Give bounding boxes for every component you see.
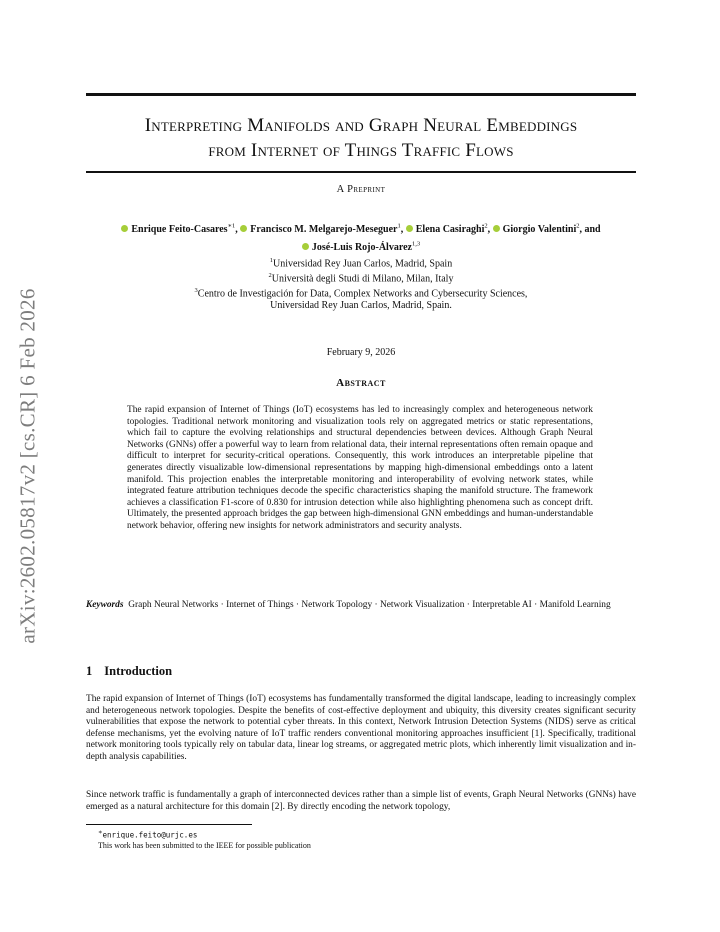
author-affiliation-mark: 1: [397, 223, 401, 230]
author: [406, 224, 493, 235]
paper-title-line-1: Interpreting Manifolds and Graph Neural Embeddings: [144, 115, 578, 136]
author-name: Francisco M. Melgarejo-Meseguer: [250, 224, 398, 236]
arxiv-identifier-stamp: [6, 266, 50, 666]
author-name: Giorgio Valentini: [502, 224, 577, 236]
orcid-icon[interactable]: [493, 225, 500, 232]
body-paragraph: Since network traffic is fundamentally a graph of interconnected devices rather than a simple list of events, Graph Neural Networks (GNNs) have emerged as a natural architecture for this domain [2]. By directly encoding the network topology,: [86, 790, 636, 812]
author: [121, 224, 240, 235]
author-name: Elena Casiraghi: [415, 224, 485, 236]
author-separator: , and: [579, 224, 601, 236]
footnote-mark: ∗: [98, 829, 103, 836]
author-affiliation-mark: 2: [484, 223, 488, 230]
section-title: Introduction: [104, 664, 173, 678]
orcid-icon[interactable]: [121, 225, 128, 232]
affiliation: [86, 285, 636, 300]
footnote-note: This work has been submitted to the IEEE for possible publication: [98, 840, 311, 850]
section-heading: [86, 664, 172, 679]
footnote-rule: [86, 824, 252, 825]
affiliation-mark: 2: [268, 271, 272, 279]
affiliation: [86, 300, 636, 312]
arxiv-identifier-text: arXiv:2602.05817v2 [cs.CR] 6 Feb 2026: [15, 288, 40, 644]
affiliation: [86, 255, 636, 270]
keywords-label: Keywords: [86, 600, 124, 610]
affiliation-text: Centro de Investigación for Data, Complex Networks and Cybersecurity Sciences,: [197, 288, 528, 300]
preprint-label: A Preprint: [336, 184, 386, 195]
author-separator: ,: [400, 224, 406, 236]
author-list: [80, 220, 642, 255]
paper-title-line-2: from Internet of Things Traffic Flows: [208, 140, 514, 161]
affiliation-mark: 1: [269, 257, 274, 264]
affiliation: [86, 270, 636, 285]
affiliation-mark: 3: [194, 286, 198, 294]
author-name: José-Luis Rojo-Álvarez: [311, 241, 412, 253]
author: [302, 242, 420, 253]
author-separator: ,: [235, 224, 241, 236]
title-top-rule: [86, 93, 636, 96]
author-affiliation-mark: 1,3: [411, 240, 421, 248]
abstract-heading: Abstract: [336, 377, 386, 389]
affiliation-text: Universidad Rey Juan Carlos, Madrid, Spain: [273, 258, 453, 270]
affiliation-text: Università degli Studi di Milano, Milan, Italy: [271, 273, 454, 285]
footnote: [98, 828, 311, 851]
paper-title: [86, 113, 636, 163]
title-bottom-rule: [86, 171, 636, 173]
orcid-icon[interactable]: [406, 225, 413, 232]
author-affiliation-mark: ∗1: [227, 223, 236, 230]
keywords: [86, 599, 636, 611]
keywords-text: Graph Neural Networks · Internet of Things · Network Topology · Network Visualization · Interpretable AI · Manifold Learning: [128, 600, 611, 610]
footnote-email[interactable]: enrique.feito@urjc.es: [102, 830, 198, 840]
abstract-body: The rapid expansion of Internet of Things (IoT) ecosystems has led to increasingly complex and heterogeneous network topologies. Traditional network monitoring and visualization tools rely on aggregated metrics or static representations, which fail to capture the evolving relationships and structural dependencies between devices. Although Graph Neural Networks (GNNs) offer a powerful way to learn from relational data, their internal representations often remain opaque and difficult to interpret for security-critical operations. Consequently, this work introduces an interpretable pipeline that generates directly visualizable low-dimensional representations by mapping high-dimensional embeddings onto a latent manifold. This projection enables the interpretable monitoring and interoperability of evolving network states, while integrated feature attribution techniques decode the specific characteristics shaping the manifold structure. The framework achieves a classification F1-score of 0.830 for intrusion detection while also highlighting phenomena such as concept drift. Ultimately, the presented approach bridges the gap between high-dimensional GNN embeddings and human-understandable network behavior, offering new insights for network administrators and security analysts.: [127, 405, 593, 531]
publication-date: February 9, 2026: [326, 347, 396, 358]
orcid-icon[interactable]: [240, 225, 247, 232]
author-separator: ,: [487, 224, 493, 236]
author: [493, 224, 601, 235]
affiliation-text: Universidad Rey Juan Carlos, Madrid, Spain.: [270, 299, 452, 311]
author-name: Enrique Feito-Casares: [131, 224, 228, 236]
section-number: 1: [86, 664, 93, 678]
affiliation-list: [86, 255, 636, 311]
author-affiliation-mark: 2: [576, 223, 580, 230]
orcid-icon[interactable]: [302, 243, 309, 250]
author: [240, 224, 406, 235]
body-paragraph: The rapid expansion of Internet of Things (IoT) ecosystems has fundamentally transformed the digital landscape, leading to increasingly complex and heterogeneous network topologies. Despite the benefits of cost-effective deployment and ubiquity, this diversity creates significant security vulnerabilities that expose the network to potential cyber threats. In this context, Network Intrusion Detection Systems (NIDS) serve as critical defense mechanisms, yet the evolving nature of IoT traffic renders conventional monitoring approaches insufficient [1]. Specifically, traditional network monitoring tools typically rely on tabular data, linear log streams, or aggregated metric plots, which inherently limit visualization and in-depth analysis capabilities.: [86, 694, 636, 762]
